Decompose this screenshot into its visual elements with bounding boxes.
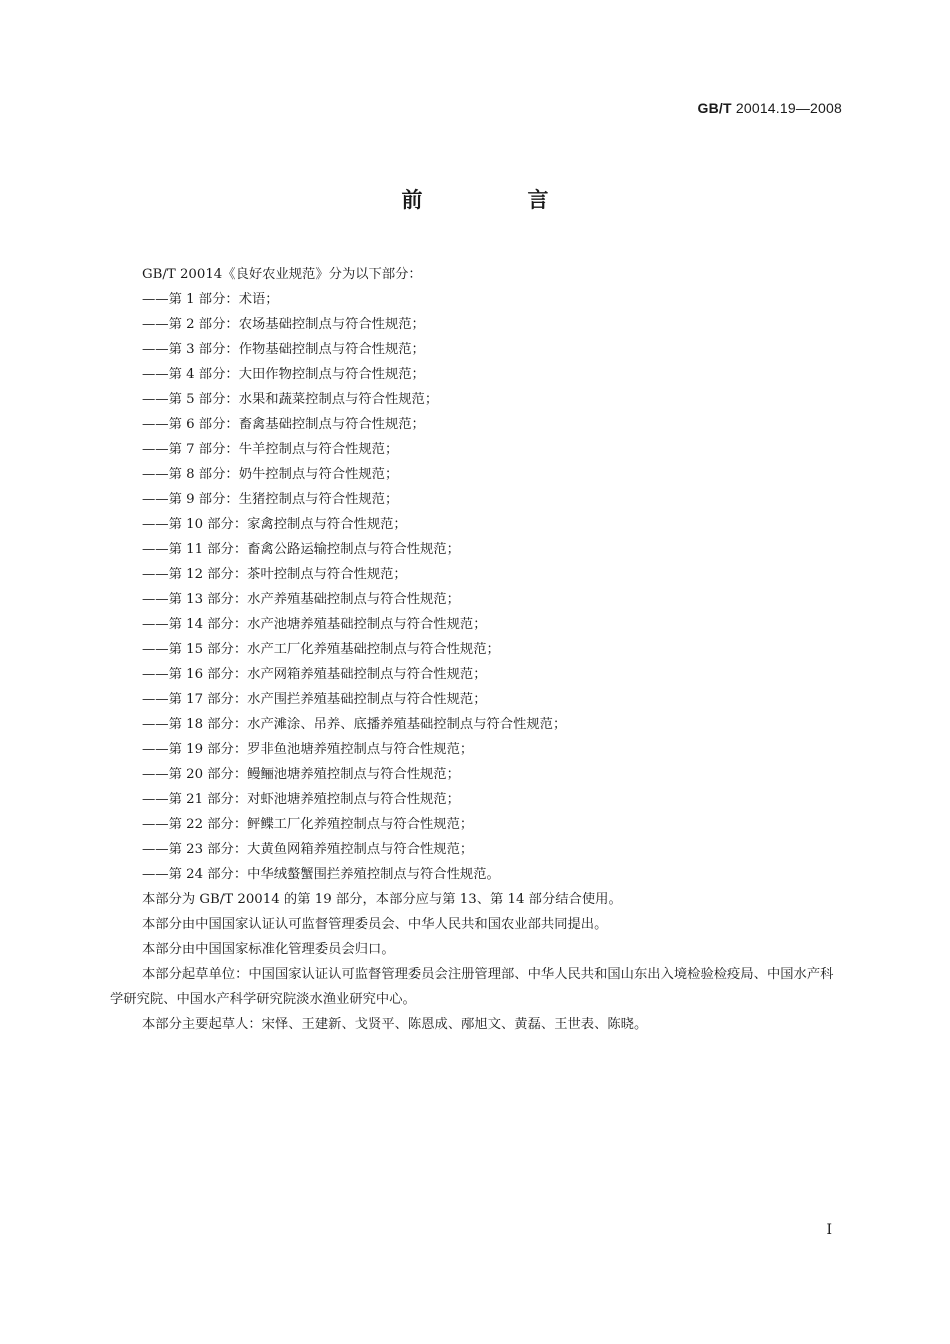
list-item: ——第 9 部分：生猪控制点与符合性规范； [142, 492, 399, 507]
list-item: ——第 8 部分：奶牛控制点与符合性规范； [142, 467, 399, 482]
list-item: ——第 4 部分：大田作物控制点与符合性规范； [142, 367, 425, 382]
list-item: ——第 12 部分：茶叶控制点与符合性规范； [142, 567, 407, 582]
list-item: ——第 18 部分：水产滩涂、吊养、底播养殖基础控制点与符合性规范； [142, 717, 567, 732]
foreword-body [110, 262, 845, 1037]
paragraph-scope: 本部分为 GB/T 20014 的第 19 部分，本部分应与第 13、第 14 部分结合使用。 [142, 892, 622, 907]
list-item: ——第 22 部分：鲆鲽工厂化养殖控制点与符合性规范； [142, 817, 474, 832]
standard-prefix: GB/T [697, 100, 732, 116]
list-item: ——第 17 部分：水产围拦养殖基础控制点与符合性规范； [142, 692, 487, 707]
paragraph-drafters: 本部分主要起草人：宋怿、王建新、戈贤平、陈恩成、邴旭文、黄磊、王世表、陈晓。 [142, 1017, 648, 1032]
list-item: ——第 16 部分：水产网箱养殖基础控制点与符合性规范； [142, 667, 487, 682]
standard-number: 20014.19—2008 [735, 100, 842, 116]
list-item: ——第 5 部分：水果和蔬菜控制点与符合性规范； [142, 392, 439, 407]
list-item: ——第 23 部分：大黄鱼网箱养殖控制点与符合性规范； [142, 842, 474, 857]
paragraph-proposer: 本部分由中国国家认证认可监督管理委员会、中华人民共和国农业部共同提出。 [142, 917, 608, 932]
standard-number-header [698, 100, 842, 116]
list-item: ——第 14 部分：水产池塘养殖基础控制点与符合性规范； [142, 617, 487, 632]
list-item: ——第 13 部分：水产养殖基础控制点与符合性规范； [142, 592, 460, 607]
page-title: 前 言 [401, 188, 591, 212]
list-item: ——第 3 部分：作物基础控制点与符合性规范； [142, 342, 425, 357]
paragraph-centralized-by: 本部分由中国国家标准化管理委员会归口。 [142, 942, 395, 957]
paragraph-drafting-units: 本部分起草单位：中国国家认证认可监督管理委员会注册管理部、中华人民共和国山东出入境检验检疫局、中国水产科学研究院、中国水产科学研究院淡水渔业研究中心。 [110, 967, 834, 1007]
list-item: ——第 10 部分：家禽控制点与符合性规范； [142, 517, 407, 532]
parts-list [110, 287, 845, 887]
list-item: ——第 24 部分：中华绒螯蟹围拦养殖控制点与符合性规范。 [142, 867, 500, 882]
list-item: ——第 2 部分：农场基础控制点与符合性规范； [142, 317, 425, 332]
page-number: I [826, 1222, 832, 1238]
list-item: ——第 20 部分：鳗鲡池塘养殖控制点与符合性规范； [142, 767, 460, 782]
list-item: ——第 21 部分：对虾池塘养殖控制点与符合性规范； [142, 792, 460, 807]
intro-line: GB/T 20014《良好农业规范》分为以下部分： [142, 267, 422, 282]
list-item: ——第 7 部分：牛羊控制点与符合性规范； [142, 442, 399, 457]
list-item: ——第 19 部分：罗非鱼池塘养殖控制点与符合性规范； [142, 742, 474, 757]
list-item: ——第 1 部分：术语； [142, 292, 279, 307]
list-item: ——第 15 部分：水产工厂化养殖基础控制点与符合性规范； [142, 642, 500, 657]
list-item: ——第 6 部分：畜禽基础控制点与符合性规范； [142, 417, 425, 432]
list-item: ——第 11 部分：畜禽公路运输控制点与符合性规范； [142, 542, 460, 557]
